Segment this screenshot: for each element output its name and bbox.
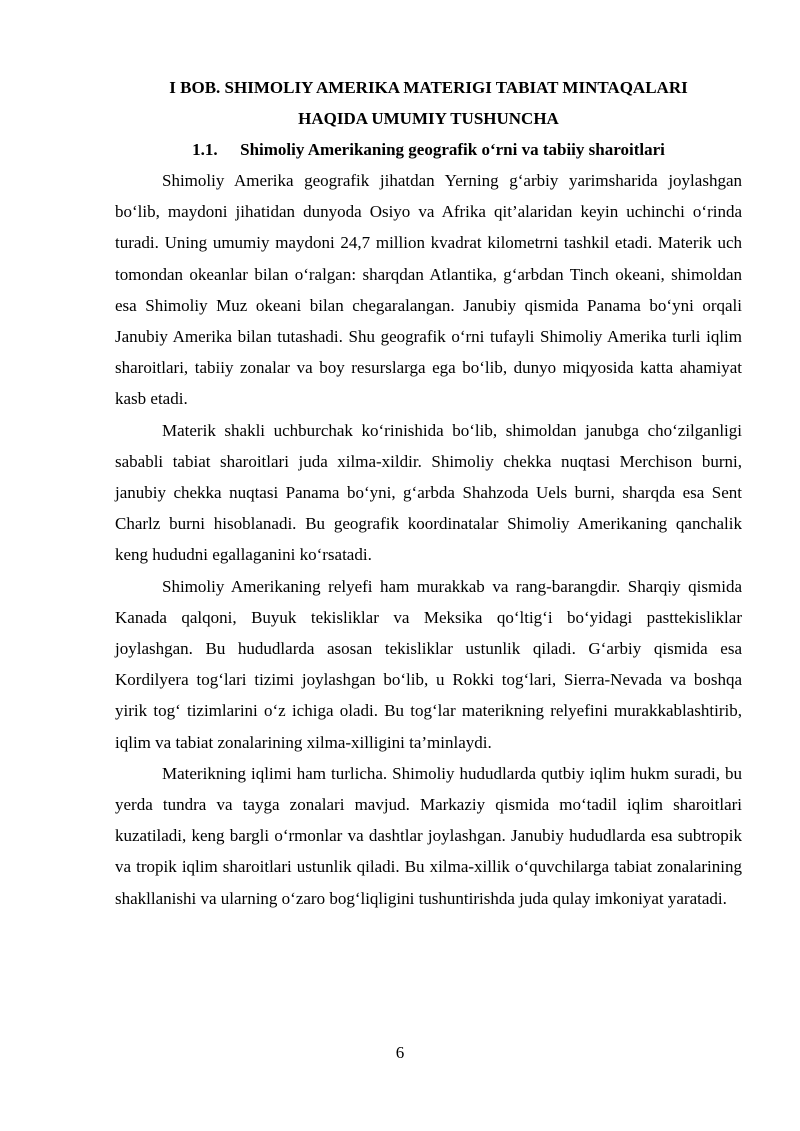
chapter-title-line-1: I BOB. SHIMOLIY AMERIKA MATERIGI TABIAT MINTAQALARI bbox=[169, 78, 688, 97]
page-number: 6 bbox=[395, 1043, 405, 1062]
section-heading bbox=[115, 134, 742, 165]
body-paragraph-4: Materikning iqlimi ham turlicha. Shimoliy hududlarda qutbiy iqlim hukm suradi, bu yerda tundra va tayga zonalari mavjud. Markaziy qismida mo‘tadil iqlim sharoitlari kuzatiladi, keng bargli o‘rmonlar va dashtlar joylashgan. Janubiy hududlarda esa subtropik va tropik iqlim sharoitlari ustunlik qiladi. Bu xilma-xillik o‘quvchilarga tabiat zonalarining shakllanishi va ularning o‘zaro bog‘liqligini tushuntirishda juda qulay imkoniyat yaratadi. bbox=[115, 763, 742, 908]
chapter-title-line-2: HAQIDA UMUMIY TUSHUNCHA bbox=[298, 109, 559, 128]
body-paragraph-2: Materik shakli uchburchak ko‘rinishida bo‘lib, shimoldan janubga cho‘zilganligi sababli tabiat sharoitlari juda xilma-xildir. Shimoliy chekka nuqtasi Merchison burni, janubiy chekka nuqtasi Panama bo‘yni, g‘arbda Shahzoda Uels burni, sharqda esa Sent Charlz burni hisoblanadi. Bu geografik koordinatalar Shimoliy Amerikaning qanchalik keng hududni egallaganini ko‘rsatadi. bbox=[115, 420, 742, 565]
body-paragraph-3: Shimoliy Amerikaning relyefi ham murakkab va rang-barangdir. Sharqiy qismida Kanada qalqoni, Buyuk tekisliklar va Meksika qo‘ltig‘i bo‘yidagi pasttekisliklar joylashgan. Bu hududlarda asosan tekisliklar ustunlik qiladi. G‘arbiy qismida esa Kordilyera tog‘lari tizimi joylashgan bo‘lib, u Rokki tog‘lari, Sierra-Nevada va boshqa yirik tog‘ tizimlarini o‘z ichiga oladi. Bu tog‘lar materikning relyefini murakkablashtirib, iqlim va tabiat zonalarining xilma-xilligini ta’minlaydi. bbox=[115, 576, 742, 752]
section-number: 1.1. bbox=[192, 140, 218, 159]
body-paragraph-1: Shimoliy Amerika geografik jihatdan Yerning g‘arbiy yarimsharida joylashgan bo‘lib, maydoni jihatidan dunyoda Osiyo va Afrika qit’alaridan keyin uchinchi o‘rinda turadi. Uning umumiy maydoni 24,7 million kvadrat kilometrni tashkil etadi. Materik uch tomondan okeanlar bilan o‘ralgan: sharqdan Atlantika, g‘arbdan Tinch okeani, shimoldan esa Shimoliy Muz okeani bilan chegaralangan. Janubiy qismida Panama bo‘yni orqali Janubiy Amerika bilan tutashadi. Shu geografik o‘rni tufayli Shimoliy Amerika turli iqlim sharoitlari, tabiiy zonalar va boy resurslarga ega bo‘lib, dunyo miqyosida katta ahamiyat kasb etadi. bbox=[115, 171, 742, 409]
page-content bbox=[115, 72, 742, 914]
chapter-title bbox=[115, 72, 742, 134]
section-title: Shimoliy Amerikaning geografik o‘rni va tabiiy sharoitlari bbox=[240, 140, 665, 159]
